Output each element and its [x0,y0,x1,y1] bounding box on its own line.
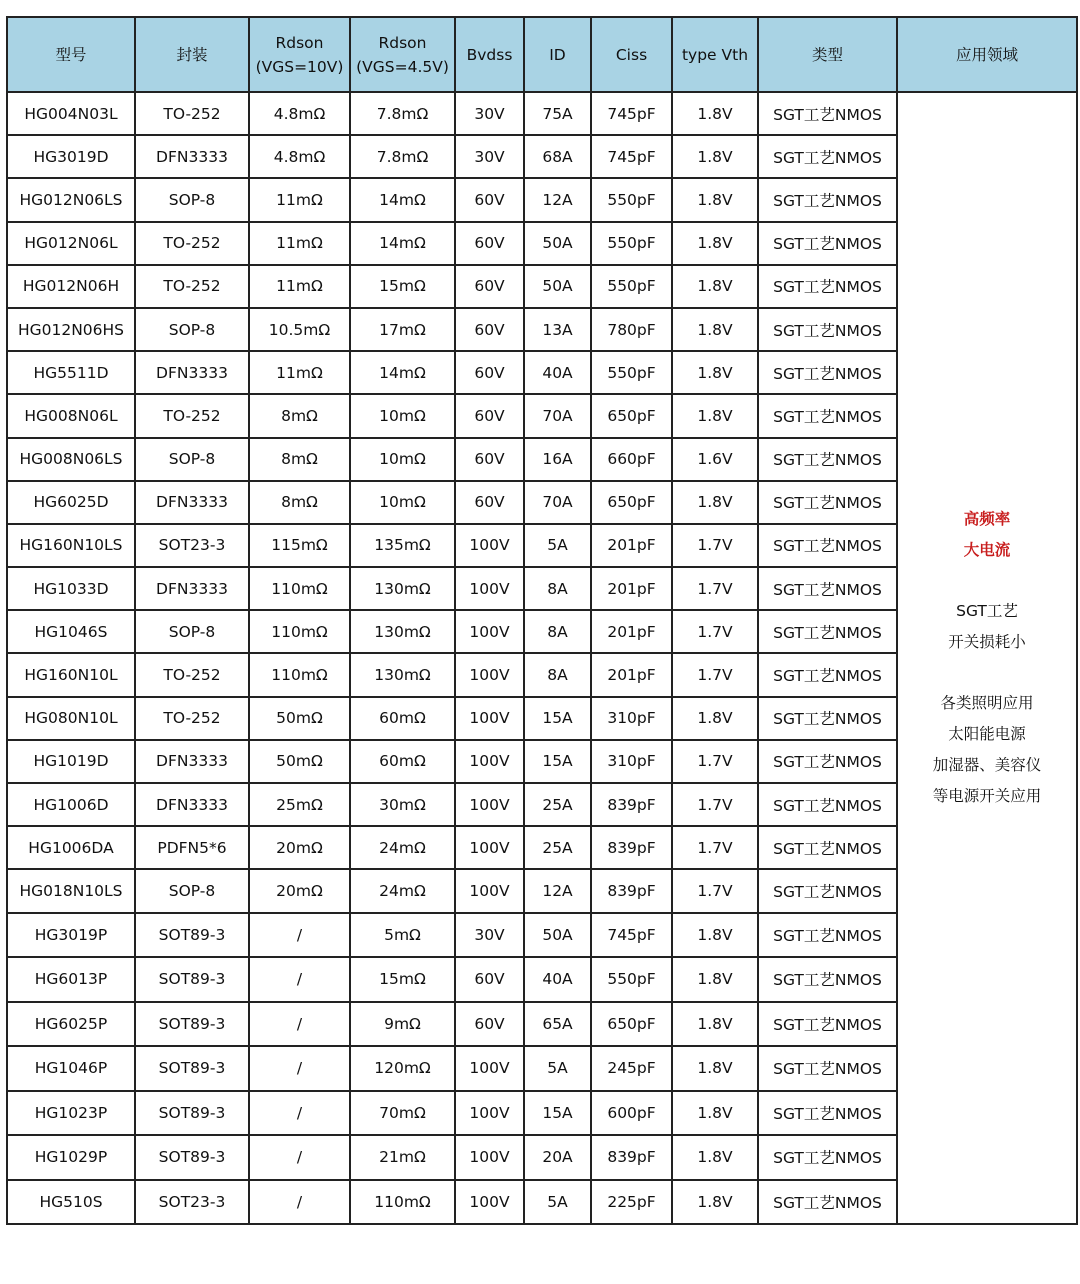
cell-ciss: 201pF [591,653,672,696]
cell-ciss: 839pF [591,869,672,912]
cell-vth: 1.7V [672,826,758,869]
cell-type: SGT工艺NMOS [758,351,897,394]
cell-rdson-10v: 11mΩ [249,222,350,265]
cell-bvdss: 60V [455,438,524,481]
cell-bvdss: 30V [455,92,524,135]
cell-ciss: 245pF [591,1046,672,1091]
cell-rdson-4v5: 10mΩ [350,481,455,524]
header-line: Rdson [378,33,427,52]
cell-rdson-4v5: 70mΩ [350,1091,455,1136]
cell-id: 40A [524,351,591,394]
cell-rdson-10v: 25mΩ [249,783,350,826]
cell-vth: 1.8V [672,351,758,394]
cell-ciss: 660pF [591,438,672,481]
cell-ciss: 650pF [591,1002,672,1047]
cell-bvdss: 60V [455,351,524,394]
cell-id: 12A [524,178,591,221]
cell-id: 25A [524,783,591,826]
cell-bvdss: 100V [455,610,524,653]
application-use: 太阳能电源 [948,725,1026,744]
application-highlight: 高频率 [963,510,1011,529]
cell-bvdss: 100V [455,653,524,696]
cell-type: SGT工艺NMOS [758,697,897,740]
cell-rdson-10v: 4.8mΩ [249,135,350,178]
cell-model: HG160N10LS [7,524,135,567]
header-rdson-10v [249,17,350,92]
cell-rdson-10v: 11mΩ [249,178,350,221]
cell-bvdss: 60V [455,178,524,221]
cell-type: SGT工艺NMOS [758,1002,897,1047]
cell-bvdss: 60V [455,265,524,308]
application-use: 等电源开关应用 [932,787,1042,806]
cell-vth: 1.8V [672,92,758,135]
cell-vth: 1.7V [672,783,758,826]
cell-bvdss: 60V [455,1002,524,1047]
cell-model: HG012N06HS [7,308,135,351]
cell-rdson-4v5: 130mΩ [350,567,455,610]
cell-rdson-4v5: 24mΩ [350,869,455,912]
cell-id: 5A [524,1180,591,1225]
cell-package: SOP-8 [135,308,249,351]
cell-vth: 1.7V [672,567,758,610]
cell-type: SGT工艺NMOS [758,567,897,610]
cell-package: SOT89-3 [135,957,249,1002]
cell-ciss: 839pF [591,783,672,826]
cell-type: SGT工艺NMOS [758,1180,897,1225]
cell-rdson-4v5: 60mΩ [350,740,455,783]
cell-id: 15A [524,740,591,783]
cell-type: SGT工艺NMOS [758,178,897,221]
cell-type: SGT工艺NMOS [758,481,897,524]
cell-type: SGT工艺NMOS [758,222,897,265]
cell-model: HG080N10L [7,697,135,740]
cell-rdson-10v: 11mΩ [249,351,350,394]
cell-model: HG5511D [7,351,135,394]
cell-rdson-10v: 4.8mΩ [249,92,350,135]
header-id: ID [524,17,591,92]
cell-rdson-4v5: 7.8mΩ [350,92,455,135]
cell-rdson-4v5: 10mΩ [350,394,455,437]
cell-package: SOP-8 [135,438,249,481]
cell-vth: 1.8V [672,178,758,221]
cell-model: HG004N03L [7,92,135,135]
cell-rdson-10v: 8mΩ [249,394,350,437]
cell-rdson-10v: 50mΩ [249,697,350,740]
cell-model: HG6025D [7,481,135,524]
cell-ciss: 310pF [591,697,672,740]
cell-id: 12A [524,869,591,912]
cell-ciss: 839pF [591,826,672,869]
table-body [7,92,1077,1224]
cell-rdson-4v5: 17mΩ [350,308,455,351]
cell-bvdss: 100V [455,740,524,783]
cell-rdson-4v5: 130mΩ [350,610,455,653]
cell-model: HG510S [7,1180,135,1225]
cell-ciss: 201pF [591,524,672,567]
cell-ciss: 650pF [591,394,672,437]
cell-ciss: 550pF [591,957,672,1002]
cell-type: SGT工艺NMOS [758,92,897,135]
cell-id: 15A [524,1091,591,1136]
cell-rdson-4v5: 15mΩ [350,265,455,308]
cell-rdson-4v5: 15mΩ [350,957,455,1002]
cell-rdson-10v: / [249,1180,350,1225]
cell-vth: 1.8V [672,394,758,437]
cell-package: TO-252 [135,265,249,308]
cell-id: 70A [524,481,591,524]
cell-bvdss: 30V [455,913,524,958]
header-line: Rdson [275,33,324,52]
cell-vth: 1.8V [672,135,758,178]
cell-rdson-4v5: 14mΩ [350,351,455,394]
cell-id: 50A [524,265,591,308]
cell-ciss: 201pF [591,610,672,653]
cell-bvdss: 60V [455,394,524,437]
header-line: (VGS=4.5V) [356,57,449,76]
cell-type: SGT工艺NMOS [758,826,897,869]
cell-package: SOT23-3 [135,1180,249,1225]
cell-model: HG3019P [7,913,135,958]
cell-ciss: 550pF [591,351,672,394]
cell-bvdss: 100V [455,697,524,740]
cell-model: HG6013P [7,957,135,1002]
cell-bvdss: 100V [455,1180,524,1225]
cell-rdson-10v: / [249,913,350,958]
spacer [898,566,1076,596]
cell-package: SOT23-3 [135,524,249,567]
cell-bvdss: 100V [455,783,524,826]
cell-package: SOT89-3 [135,1002,249,1047]
cell-vth: 1.8V [672,957,758,1002]
cell-ciss: 310pF [591,740,672,783]
cell-bvdss: 100V [455,1135,524,1180]
cell-model: HG1033D [7,567,135,610]
cell-type: SGT工艺NMOS [758,308,897,351]
cell-model: HG1023P [7,1091,135,1136]
cell-model: HG1006DA [7,826,135,869]
cell-package: SOT89-3 [135,913,249,958]
cell-model: HG160N10L [7,653,135,696]
cell-ciss: 201pF [591,567,672,610]
cell-ciss: 745pF [591,135,672,178]
cell-rdson-4v5: 9mΩ [350,1002,455,1047]
cell-rdson-4v5: 120mΩ [350,1046,455,1091]
cell-rdson-10v: / [249,1135,350,1180]
cell-id: 8A [524,653,591,696]
cell-vth: 1.7V [672,740,758,783]
header-bvdss: Bvdss [455,17,524,92]
application-feature: SGT工艺 [956,602,1018,621]
cell-vth: 1.8V [672,1135,758,1180]
cell-model: HG018N10LS [7,869,135,912]
cell-vth: 1.6V [672,438,758,481]
cell-vth: 1.8V [672,913,758,958]
cell-package: TO-252 [135,92,249,135]
cell-ciss: 550pF [591,222,672,265]
cell-ciss: 225pF [591,1180,672,1225]
cell-id: 13A [524,308,591,351]
cell-package: DFN3333 [135,567,249,610]
cell-vth: 1.7V [672,524,758,567]
cell-package: DFN3333 [135,783,249,826]
cell-rdson-10v: 20mΩ [249,869,350,912]
cell-id: 16A [524,438,591,481]
cell-id: 50A [524,222,591,265]
cell-type: SGT工艺NMOS [758,135,897,178]
cell-type: SGT工艺NMOS [758,869,897,912]
cell-rdson-4v5: 5mΩ [350,913,455,958]
cell-package: TO-252 [135,697,249,740]
cell-rdson-4v5: 10mΩ [350,438,455,481]
cell-id: 75A [524,92,591,135]
cell-bvdss: 100V [455,1046,524,1091]
cell-vth: 1.8V [672,697,758,740]
cell-rdson-10v: 110mΩ [249,653,350,696]
cell-id: 5A [524,524,591,567]
cell-package: DFN3333 [135,351,249,394]
cell-rdson-4v5: 110mΩ [350,1180,455,1225]
cell-model: HG012N06LS [7,178,135,221]
cell-rdson-10v: 10.5mΩ [249,308,350,351]
cell-rdson-10v: 8mΩ [249,438,350,481]
cell-rdson-10v: 8mΩ [249,481,350,524]
cell-type: SGT工艺NMOS [758,1135,897,1180]
application-use: 各类照明应用 [940,694,1034,713]
cell-id: 25A [524,826,591,869]
cell-bvdss: 60V [455,222,524,265]
cell-type: SGT工艺NMOS [758,394,897,437]
header-line: (VGS=10V) [255,57,344,76]
cell-id: 8A [524,610,591,653]
cell-rdson-4v5: 21mΩ [350,1135,455,1180]
cell-ciss: 600pF [591,1091,672,1136]
cell-vth: 1.8V [672,222,758,265]
cell-bvdss: 60V [455,957,524,1002]
cell-vth: 1.7V [672,869,758,912]
cell-rdson-10v: / [249,1046,350,1091]
cell-model: HG1006D [7,783,135,826]
cell-rdson-4v5: 14mΩ [350,178,455,221]
cell-vth: 1.8V [672,1091,758,1136]
cell-model: HG1046P [7,1046,135,1091]
cell-type: SGT工艺NMOS [758,610,897,653]
cell-type: SGT工艺NMOS [758,524,897,567]
cell-package: DFN3333 [135,481,249,524]
cell-model: HG012N06L [7,222,135,265]
cell-rdson-4v5: 14mΩ [350,222,455,265]
cell-ciss: 550pF [591,178,672,221]
header-rdson-4v5 [350,17,455,92]
cell-vth: 1.8V [672,481,758,524]
cell-rdson-4v5: 30mΩ [350,783,455,826]
cell-id: 40A [524,957,591,1002]
cell-id: 8A [524,567,591,610]
application-use: 加湿器、美容仪 [932,756,1042,775]
cell-rdson-4v5: 7.8mΩ [350,135,455,178]
cell-vth: 1.8V [672,265,758,308]
cell-bvdss: 100V [455,869,524,912]
cell-id: 20A [524,1135,591,1180]
header-model: 型号 [7,17,135,92]
cell-ciss: 780pF [591,308,672,351]
header-package: 封装 [135,17,249,92]
cell-type: SGT工艺NMOS [758,653,897,696]
cell-bvdss: 100V [455,1091,524,1136]
cell-ciss: 550pF [591,265,672,308]
cell-rdson-10v: / [249,1002,350,1047]
cell-type: SGT工艺NMOS [758,740,897,783]
cell-rdson-10v: / [249,1091,350,1136]
table-row [7,92,1077,135]
cell-package: TO-252 [135,222,249,265]
cell-model: HG008N06L [7,394,135,437]
cell-id: 15A [524,697,591,740]
cell-ciss: 839pF [591,1135,672,1180]
header-row [7,17,1077,92]
cell-bvdss: 60V [455,481,524,524]
spacer [898,658,1076,688]
cell-rdson-10v: 115mΩ [249,524,350,567]
cell-vth: 1.8V [672,1046,758,1091]
cell-package: SOT89-3 [135,1135,249,1180]
cell-id: 70A [524,394,591,437]
header-ciss: Ciss [591,17,672,92]
cell-bvdss: 60V [455,308,524,351]
cell-id: 65A [524,1002,591,1047]
cell-model: HG1029P [7,1135,135,1180]
cell-rdson-10v: / [249,957,350,1002]
cell-package: TO-252 [135,394,249,437]
cell-ciss: 745pF [591,913,672,958]
cell-rdson-10v: 110mΩ [249,567,350,610]
cell-type: SGT工艺NMOS [758,265,897,308]
cell-rdson-10v: 50mΩ [249,740,350,783]
cell-type: SGT工艺NMOS [758,1091,897,1136]
cell-id: 5A [524,1046,591,1091]
cell-package: SOT89-3 [135,1091,249,1136]
header-vth: type Vth [672,17,758,92]
cell-bvdss: 100V [455,826,524,869]
cell-type: SGT工艺NMOS [758,1046,897,1091]
cell-model: HG1046S [7,610,135,653]
cell-model: HG008N06LS [7,438,135,481]
product-table [6,16,1078,1225]
cell-bvdss: 100V [455,567,524,610]
application-feature: 开关损耗小 [948,633,1026,652]
cell-type: SGT工艺NMOS [758,913,897,958]
cell-rdson-10v: 110mΩ [249,610,350,653]
cell-model: HG012N06H [7,265,135,308]
cell-package: SOP-8 [135,869,249,912]
cell-package: DFN3333 [135,135,249,178]
application-cell [897,92,1077,1224]
cell-rdson-4v5: 60mΩ [350,697,455,740]
cell-package: PDFN5*6 [135,826,249,869]
cell-type: SGT工艺NMOS [758,957,897,1002]
cell-rdson-4v5: 24mΩ [350,826,455,869]
cell-rdson-4v5: 130mΩ [350,653,455,696]
cell-vth: 1.8V [672,308,758,351]
cell-model: HG3019D [7,135,135,178]
cell-id: 68A [524,135,591,178]
header-type: 类型 [758,17,897,92]
cell-id: 50A [524,913,591,958]
cell-bvdss: 100V [455,524,524,567]
header-application: 应用领域 [897,17,1077,92]
cell-package: TO-252 [135,653,249,696]
cell-vth: 1.7V [672,653,758,696]
cell-ciss: 745pF [591,92,672,135]
cell-model: HG1019D [7,740,135,783]
cell-vth: 1.8V [672,1002,758,1047]
cell-type: SGT工艺NMOS [758,438,897,481]
cell-package: SOP-8 [135,610,249,653]
cell-bvdss: 30V [455,135,524,178]
cell-package: DFN3333 [135,740,249,783]
cell-vth: 1.8V [672,1180,758,1225]
cell-package: SOP-8 [135,178,249,221]
cell-rdson-10v: 11mΩ [249,265,350,308]
cell-rdson-10v: 20mΩ [249,826,350,869]
cell-model: HG6025P [7,1002,135,1047]
application-highlight: 大电流 [963,541,1011,560]
cell-package: SOT89-3 [135,1046,249,1091]
cell-ciss: 650pF [591,481,672,524]
cell-type: SGT工艺NMOS [758,783,897,826]
cell-vth: 1.7V [672,610,758,653]
cell-rdson-4v5: 135mΩ [350,524,455,567]
